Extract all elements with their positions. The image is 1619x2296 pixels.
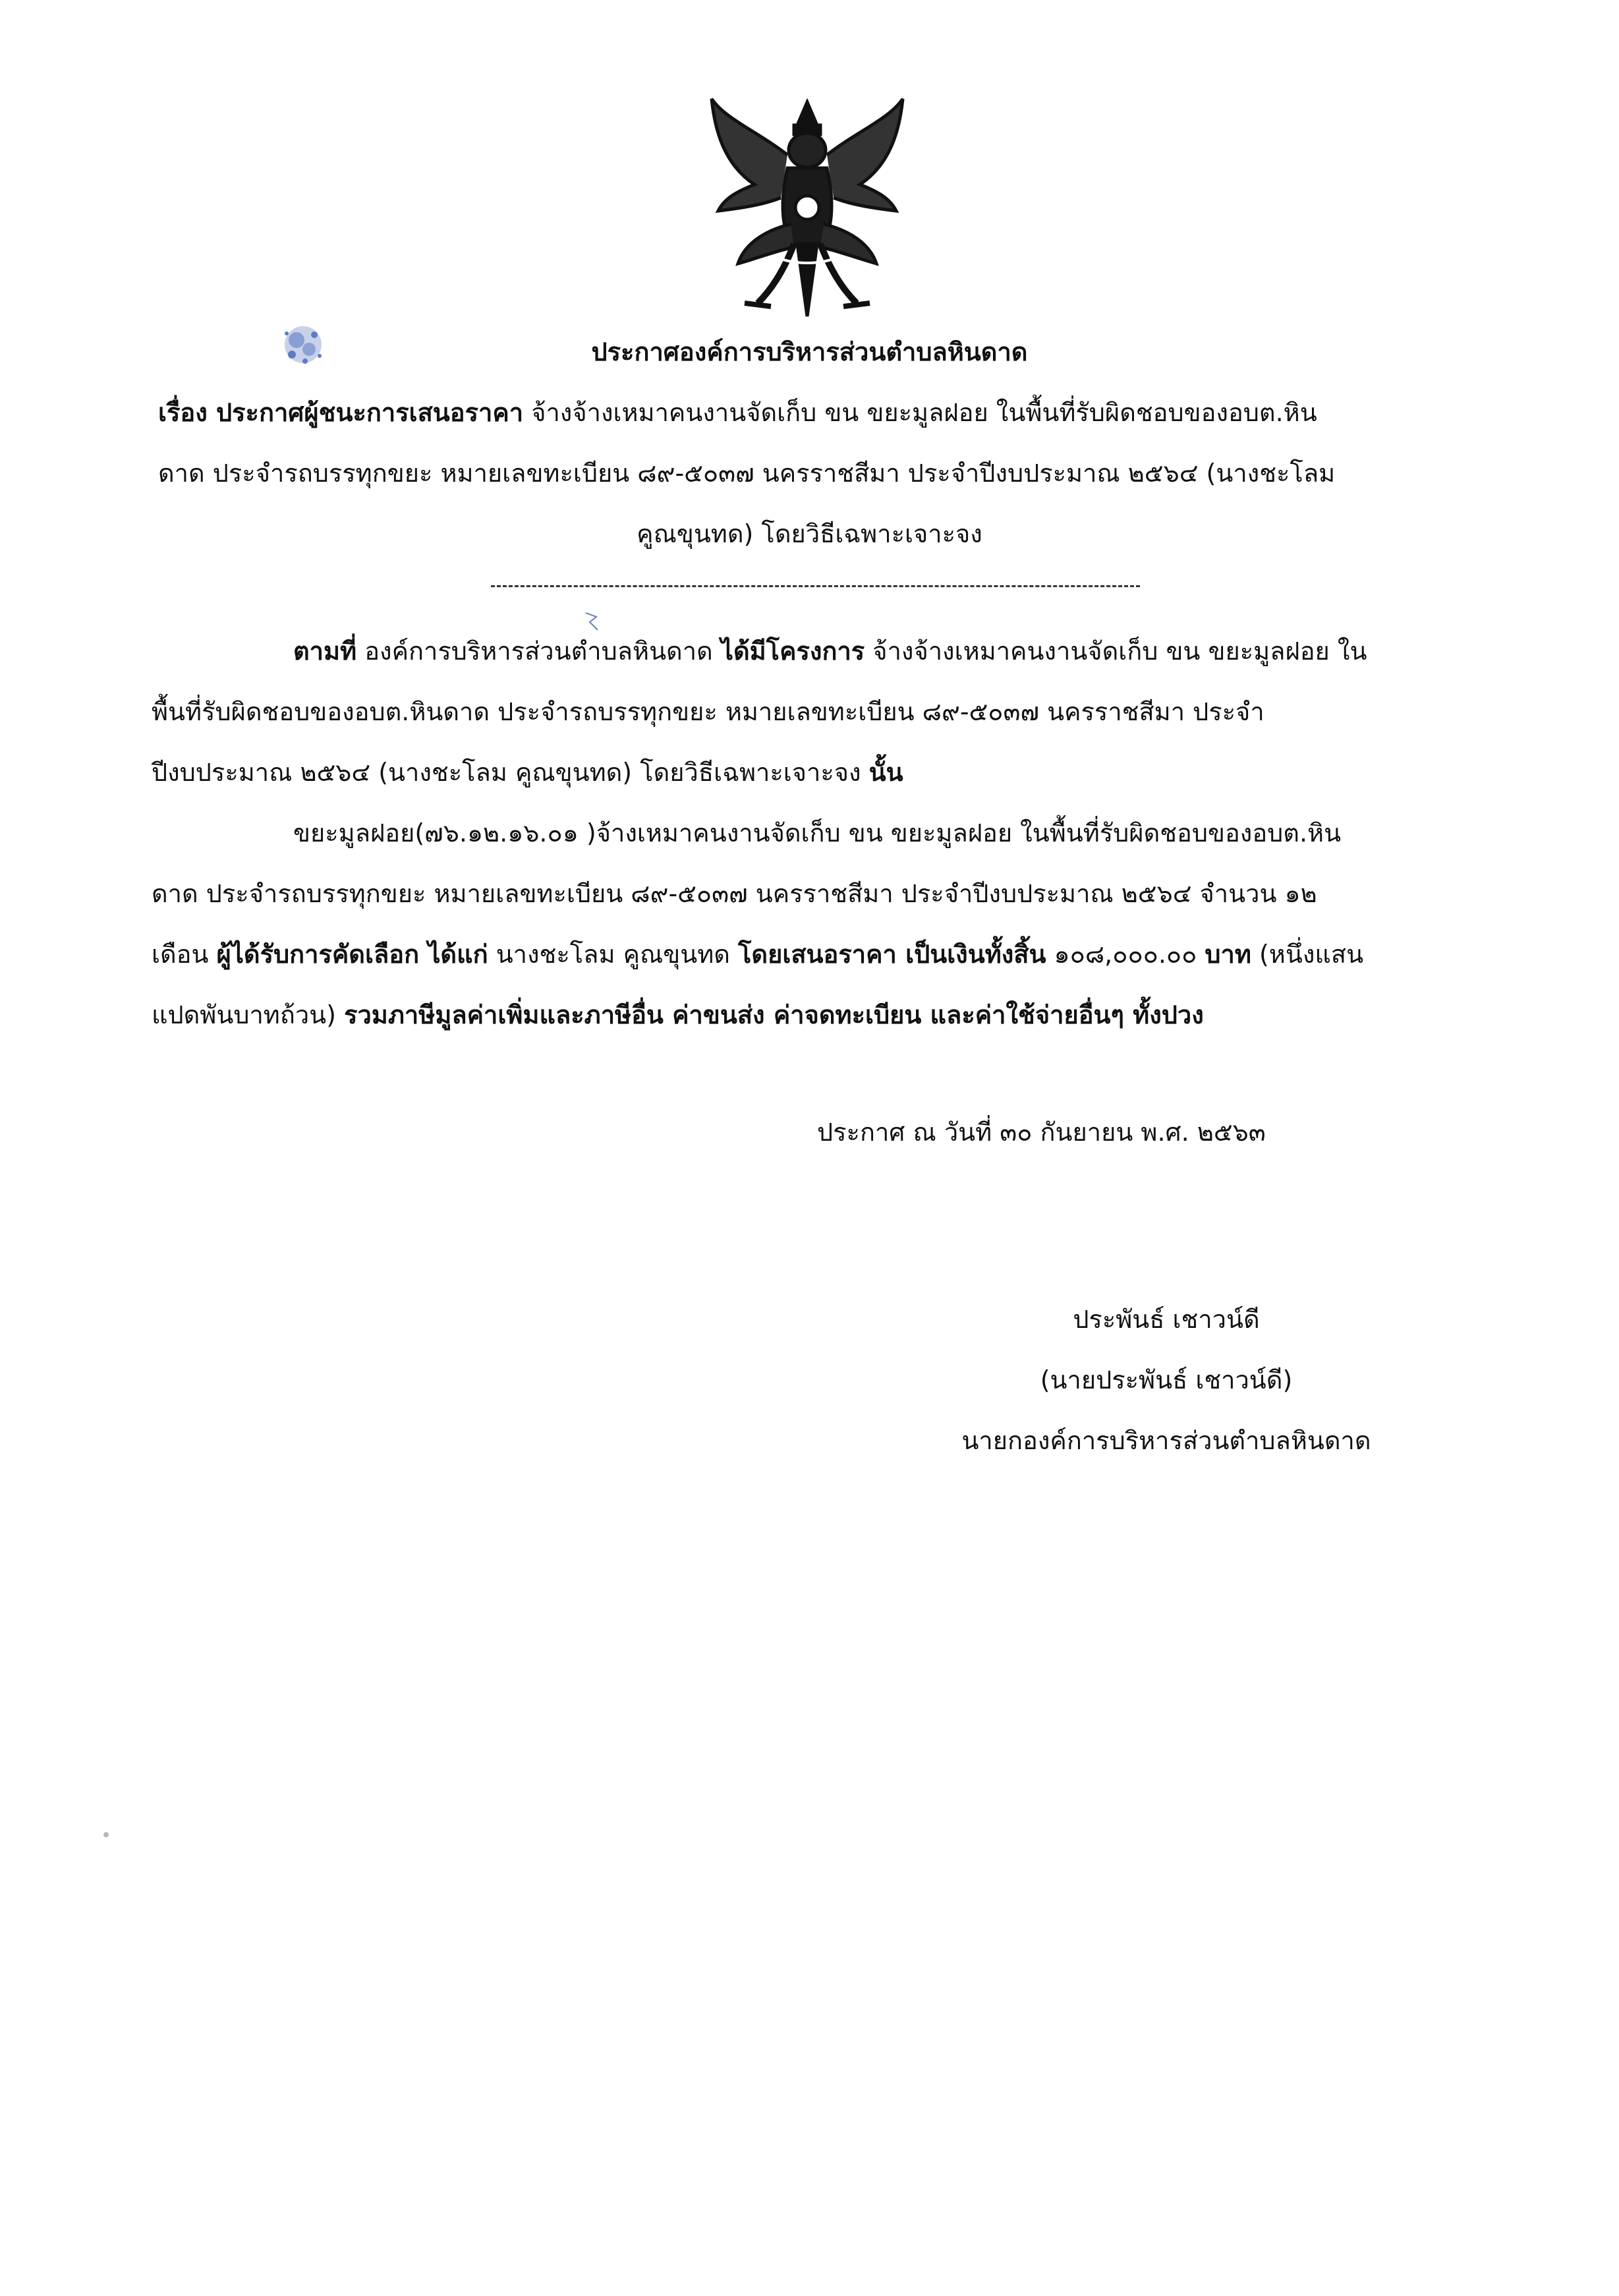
signatory-name: ประพันธ์ เชาวน์ดี (1073, 1305, 1260, 1334)
subject-label: เรื่อง ประกาศผู้ชนะการเสนอราคา (158, 398, 524, 427)
para1-lead: ตามที่ (293, 637, 357, 666)
para2-line-1: ขยะมูลฝอย(๗๖.๑๒.๑๖.๐๑ )จ้างเหมาคนงานจัดเก็บ ขน ขยะมูลฝอย ในพื้นที่รับผิดชอบของอบต.หิน (293, 818, 1342, 847)
currency-label: บาท (1205, 940, 1251, 969)
para2-line-3-a: เดือน (152, 940, 217, 969)
separator-line (491, 585, 1140, 587)
signatory-full-name: (นายประพันธ์ เชาวน์ดี) (1040, 1365, 1293, 1394)
para1-line-3 (152, 753, 903, 792)
amount-in-words-start: (หนึ่งแสน (1251, 940, 1364, 969)
para1-lead-text: องค์การบริหารส่วนตำบลหินดาด (356, 637, 721, 666)
signatory-position: นายกองค์การบริหารส่วนตำบลหินดาด (961, 1426, 1371, 1455)
ink-speck-mark (583, 610, 600, 634)
subject-line-1 (158, 393, 1317, 432)
scan-dot (103, 1832, 109, 1837)
bid-amount: ๑๐๘,๐๐๐.๐๐ (1046, 940, 1205, 969)
subject-line-3: คูณขุนทด) โดยวิธีเฉพาะเจาะจง (637, 519, 982, 548)
para1-line-1-rest: จ้างจ้างเหมาคนงานจัดเก็บ ขน ขยะมูลฝอย ใน (865, 637, 1367, 666)
para2-line-2: ดาด ประจำรถบรรทุกขยะ หมายเลขทะเบียน ๘๙-๕๐๓๗ นครราชสีมา ประจำปีงบประมาณ ๒๕๖๔ จำนวน ๑๒ (152, 879, 1317, 908)
para2-line-4 (152, 995, 1204, 1035)
para1-line-2: พื้นที่รับผิดชอบของอบต.หินดาด ประจำรถบรรทุกขยะ หมายเลขทะเบียน ๘๙-๕๐๓๗ นครราชสีมา ประจำ (152, 697, 1264, 726)
para1-line-3-text: ปีงบประมาณ ๒๕๖๔ (นางชะโลม คูณขุนทด) โดยวิธีเฉพาะเจาะจง (152, 758, 869, 787)
para1-project-label: ได้มีโครงการ (720, 637, 865, 666)
amount-in-words-end: แปดพันบาทถ้วน) (152, 1000, 345, 1029)
para2-line-3 (152, 934, 1363, 974)
selected-label: ผู้ได้รับการคัดเลือก ได้แก่ (216, 940, 488, 969)
announcement-title: ประกาศองค์การบริหารส่วนตำบลหินดาด (591, 337, 1028, 366)
inclusive-costs-note: รวมภาษีมูลค่าเพิ่มและภาษีอื่น ค่าขนส่ง ค่าจดทะเบียน และค่าใช้จ่ายอื่นๆ ทั้งปวง (344, 1000, 1204, 1029)
bid-label: โดยเสนอราคา เป็นเงินทั้งสิ้น (738, 940, 1046, 969)
para1-ending: นั้น (868, 758, 903, 787)
garuda-emblem-icon (698, 92, 916, 330)
subject-line-1-text: จ้างจ้างเหมาคนงานจัดเก็บ ขน ขยะมูลฝอย ในพื้นที่รับผิดชอบของอบต.หิน (523, 398, 1317, 427)
subject-line-2: ดาด ประจำรถบรรทุกขยะ หมายเลขทะเบียน ๘๙-๕๐๓๗ นครราชสีมา ประจำปีงบประมาณ ๒๕๖๔ (นางชะโลม (158, 459, 1336, 488)
para1-line-1 (293, 631, 1367, 671)
winner-name: นางชะโลม คูณขุนทด (488, 940, 739, 969)
announcement-date: ประกาศ ณ วันที่ ๓๐ กันยายน พ.ศ. ๒๕๖๓ (817, 1118, 1266, 1147)
